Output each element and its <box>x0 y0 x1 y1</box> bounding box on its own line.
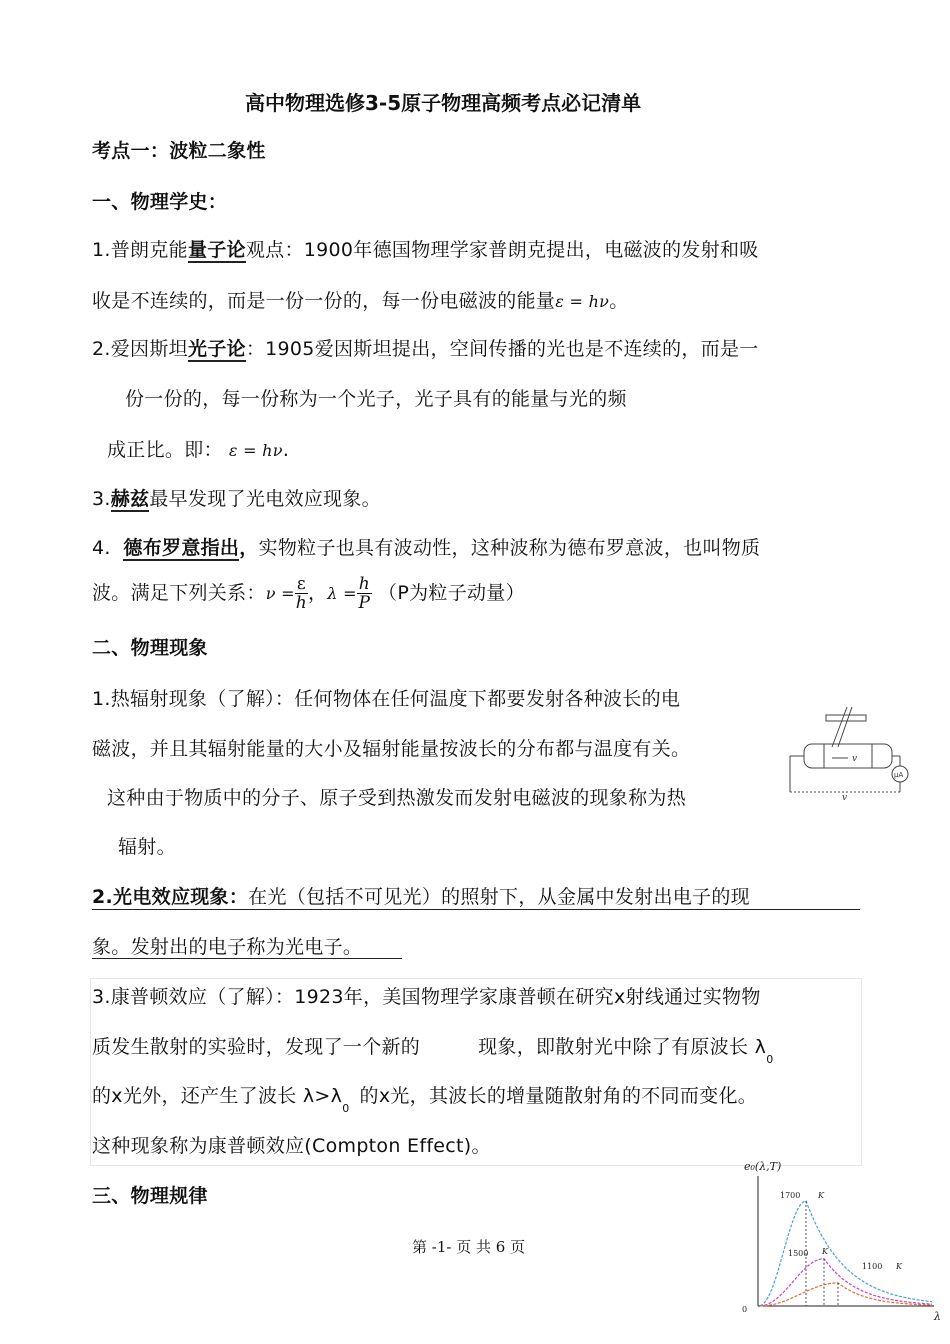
momentum-note: （P为粒子动量） <box>378 582 525 604</box>
paragraph-compton-line4: 这种现象称为康普顿效应(Compton Effect)。 <box>92 1135 491 1157</box>
curve-unit: K <box>818 1191 824 1200</box>
page-footer: 第 -1- 页 共 6 页 <box>412 1238 526 1256</box>
numerator: h <box>358 574 371 594</box>
curve-label-1700: 1700 <box>780 1191 801 1200</box>
text: 。 <box>609 290 629 312</box>
paragraph-einstein-line3 <box>107 435 289 462</box>
curve-unit: K <box>822 1247 828 1256</box>
text: 实物粒子也具有波动性，这种波称为德布罗意波，也叫物质 <box>258 537 761 559</box>
paragraph-compton-line3 <box>92 1081 757 1115</box>
x-axis-label: λ <box>934 1310 941 1323</box>
text: 普朗克能 <box>110 239 188 261</box>
denominator: h <box>295 593 307 613</box>
phototube <box>804 744 892 768</box>
text: ， <box>239 537 259 559</box>
keyword-hertz: 赫兹 <box>110 488 150 510</box>
text: 收是不连续的，而是一份一份的，每一份电磁波的能量 <box>92 290 556 312</box>
text: 质发生散射的实验时，发现了一个新的 <box>92 1036 421 1058</box>
photoelectric-circuit-diagram <box>782 702 916 802</box>
curve-label-1100: 1100 <box>862 1262 883 1271</box>
paragraph-compton-line2 <box>92 1032 774 1066</box>
blackbody-radiation-figure <box>738 1156 946 1342</box>
fraction-epsilon-h <box>295 575 308 612</box>
paragraph-thermal-line2: 磁波，并且其辐射能量的大小及辐射能量按波长的分布都与温度有关。 <box>92 738 691 760</box>
meter-label: μA <box>894 771 904 779</box>
subscript-zero: 0 <box>342 1102 350 1115</box>
item-number: 1. <box>92 239 111 261</box>
paragraph-compton-line1: 3.康普顿效应（了解）：1923年，美国物理学家康普顿在研究x射线通过实物物 <box>92 986 761 1008</box>
text: 波。满足下列关系： <box>92 582 266 604</box>
paragraph-photoelectric-line2: 象。发射出的电子称为光电子。 <box>92 936 363 958</box>
voltage-label: v <box>842 793 848 802</box>
subscript-zero: 0 <box>766 1053 774 1066</box>
paragraph-debroglie-line2 <box>92 572 525 615</box>
underline <box>92 958 402 959</box>
paragraph-hertz <box>92 484 381 511</box>
fraction-h-p <box>357 575 372 612</box>
paragraph-einstein-line1 <box>92 334 759 361</box>
paragraph-thermal-line3: 这种由于物质中的分子、原子受到热激发而发射电磁波的现象称为热 <box>107 787 687 809</box>
spectral-curve-1500 <box>760 1259 932 1306</box>
curve-unit: K <box>896 1262 902 1271</box>
text: 观点：1900年德国物理学家普朗克提出，电磁波的发射和吸 <box>245 239 759 261</box>
text: 爱因斯坦 <box>110 338 188 360</box>
spectral-curve-1100 <box>760 1283 932 1306</box>
section-heading-phenomena: 二、物理现象 <box>92 637 208 659</box>
formula-wavelength-lhs: λ = <box>327 584 357 603</box>
y-axis-label: e₀(λ,T) <box>744 1160 782 1173</box>
text: 最早发现了光电效应现象。 <box>149 488 381 510</box>
curve-label-1500: 1500 <box>788 1249 809 1258</box>
paragraph-debroglie-line1 <box>92 533 760 560</box>
spectral-curves <box>760 1201 932 1306</box>
keyword-quantum-theory: 量子论 <box>187 239 246 261</box>
item-number: 3. <box>92 488 111 510</box>
light-source <box>826 715 866 721</box>
item-number: 2. <box>92 338 111 360</box>
paragraph-thermal-line1: 1.热辐射现象（了解）：任何物体在任何温度下都要发射各种波长的电 <box>92 688 681 710</box>
page-title: 高中物理选修3-5原子物理高频考点必记清单 <box>245 91 642 115</box>
text: 现象，即散射光中除了有原波长 λ <box>478 1036 767 1058</box>
underline <box>92 909 860 910</box>
paragraph-einstein-line2: 份一份的，每一份称为一个光子，光子具有的能量与光的频 <box>125 388 627 410</box>
keyword-debroglie: 德布罗意指出 <box>123 537 240 559</box>
formula-frequency-lhs: ν = <box>265 584 295 603</box>
keyword-photon-theory: 光子论 <box>187 338 246 360</box>
spectral-curve-1700 <box>760 1201 932 1306</box>
text: . <box>282 439 290 461</box>
section-heading-history: 一、物理学史： <box>92 191 228 213</box>
numerator: ε <box>296 574 306 594</box>
text: 的x光，其波长的增量随散射角的不同而变化。 <box>359 1085 758 1107</box>
text: 在光（包括不可见光）的照射下，从金属中发射出电子的现 <box>248 886 750 908</box>
text: 的x光外，还产生了波长 λ>λ <box>92 1085 343 1107</box>
paragraph-planck-line2 <box>92 286 629 313</box>
paragraph-photoelectric-line1 <box>92 882 750 909</box>
topic-heading: 考点一：波粒二象性 <box>92 140 266 162</box>
formula-energy: ε = hν <box>555 292 610 311</box>
origin-label: 0 <box>742 1305 748 1314</box>
text: ：1905爱因斯坦提出，空间传播的光也是不连续的，而是一 <box>245 338 759 360</box>
text: 成正比。即： <box>107 439 223 461</box>
item-number: 4. <box>92 537 111 559</box>
section-heading-laws: 三、物理规律 <box>92 1185 208 1207</box>
paragraph-thermal-line4: 辐射。 <box>118 836 176 858</box>
keyword-photoelectric: 2.光电效应现象： <box>92 886 249 908</box>
text: ， <box>307 582 328 604</box>
formula-photon-energy: ε = hν <box>228 441 283 460</box>
voltage-label: v <box>852 754 858 764</box>
paragraph-planck-line1 <box>92 235 759 262</box>
denominator: P <box>358 593 371 613</box>
